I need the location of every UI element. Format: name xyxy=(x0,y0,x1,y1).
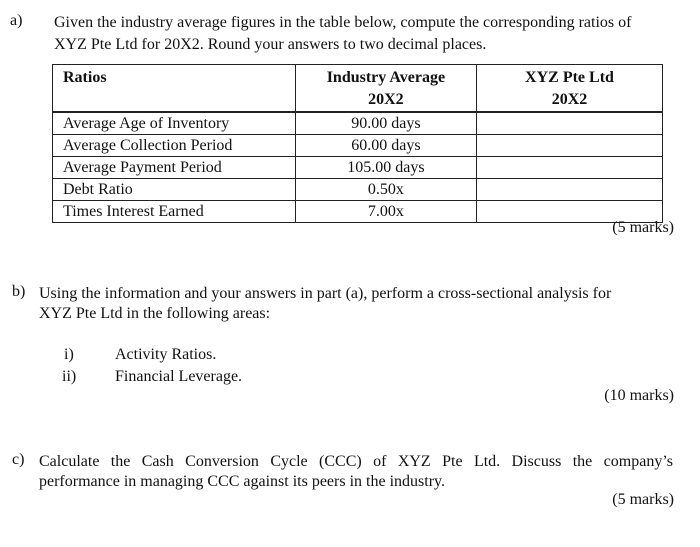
xyz-value[interactable] xyxy=(477,157,663,179)
question-c-label: c) xyxy=(12,451,25,468)
ratio-name: Debt Ratio xyxy=(53,179,296,201)
question-a-line2: XYZ Pte Ltd for 20X2. Round your answers to two decimal places. xyxy=(54,36,487,53)
question-c-line2: performance in managing CCC against its peers in the industry. xyxy=(39,473,445,490)
header-industry-line2: 20X2 xyxy=(368,91,404,108)
table-row xyxy=(53,179,663,201)
ratio-name: Times Interest Earned xyxy=(53,201,296,223)
header-xyz-line2: 20X2 xyxy=(551,91,588,108)
industry-value: 7.00x xyxy=(295,201,476,223)
ratio-name: Average Collection Period xyxy=(53,135,296,157)
xyz-value[interactable] xyxy=(477,112,663,135)
xyz-value[interactable] xyxy=(477,179,663,201)
table-header-row xyxy=(53,65,663,113)
question-a-label: a) xyxy=(10,12,23,29)
header-xyz xyxy=(477,65,663,113)
question-b-line1: Using the information and your answers in part (a), perform a cross-sectional analysis for xyxy=(39,285,612,302)
ratios-table xyxy=(52,64,663,223)
industry-value: 105.00 days xyxy=(295,157,476,179)
table-row xyxy=(53,157,663,179)
table-row xyxy=(53,135,663,157)
table-row xyxy=(53,201,663,223)
table-row xyxy=(53,112,663,135)
question-b-marks: (10 marks) xyxy=(604,387,674,404)
question-c-line1: Calculate the Cash Conversion Cycle (CCC) of XYZ Pte Ltd. Discuss the company’s xyxy=(39,453,673,470)
sub-item-text: Activity Ratios. xyxy=(115,346,217,363)
xyz-value[interactable] xyxy=(477,135,663,157)
industry-value: 90.00 days xyxy=(295,112,476,135)
sub-item-number: ii) xyxy=(62,368,77,385)
sub-item-text: Financial Leverage. xyxy=(115,368,243,385)
question-b-line2: XYZ Pte Ltd in the following areas: xyxy=(39,305,271,322)
header-industry-average xyxy=(295,65,476,113)
industry-value: 60.00 days xyxy=(295,135,476,157)
header-industry-line1: Industry Average xyxy=(326,69,446,86)
sub-item-number: i) xyxy=(64,346,74,363)
question-a-marks: (5 marks) xyxy=(612,219,674,236)
header-ratios: Ratios xyxy=(53,65,296,113)
question-a-line1: Given the industry average figures in the table below, compute the corresponding ratios of xyxy=(54,14,632,31)
ratio-name: Average Payment Period xyxy=(53,157,296,179)
ratio-name: Average Age of Inventory xyxy=(53,112,296,135)
question-c-marks: (5 marks) xyxy=(612,491,674,508)
industry-value: 0.50x xyxy=(295,179,476,201)
question-b-label: b) xyxy=(12,283,26,300)
header-xyz-line1: XYZ Pte Ltd xyxy=(525,69,614,86)
